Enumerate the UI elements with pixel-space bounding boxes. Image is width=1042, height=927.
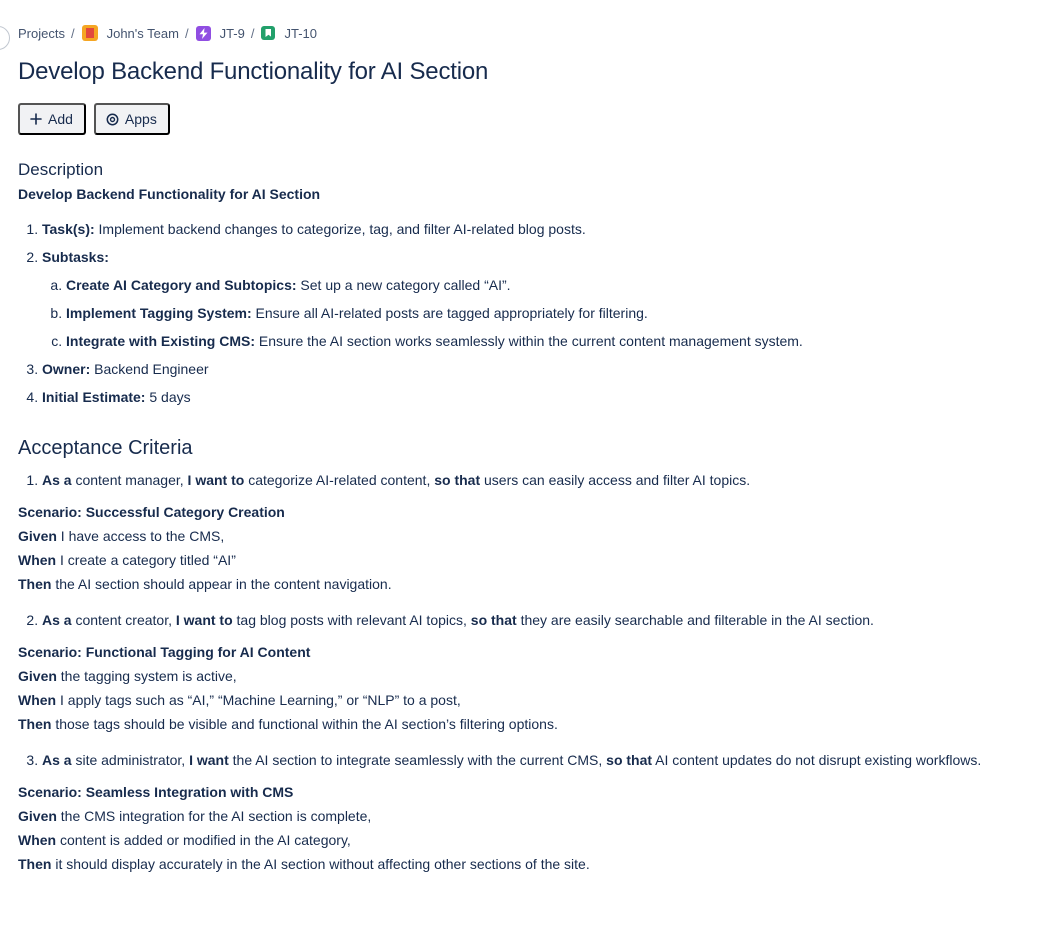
scenario-block: Scenario: Successful Category Creation Given I have access to the CMS, When I create a category titled “AI” Then the AI section should appear in the content navigation. [18, 504, 392, 592]
sidebar-collapse-handle[interactable] [0, 26, 10, 50]
list-item: a. Create AI Category and Subtopics: Set up a new category called “AI”. [66, 273, 1028, 297]
user-story-list [18, 748, 1028, 772]
subtasks-list [42, 273, 1028, 353]
description-subtitle: Develop Backend Functionality for AI Section [18, 186, 321, 202]
user-story: 2. As a content creator, I want to tag blog posts with relevant AI topics, so that they are easily searchable and filterable in the AI section. [42, 608, 1028, 632]
list-item: 3. Owner: Backend Engineer [42, 357, 1028, 381]
list-item: b. Implement Tagging System: Ensure all AI-related posts are tagged appropriately for filtering. [66, 301, 1028, 325]
description-heading: Description [18, 160, 104, 179]
epic-lightning-icon [196, 26, 211, 41]
add-button-label: Add [48, 111, 73, 127]
apps-button[interactable] [94, 103, 170, 135]
scenario-title: Scenario: Functional Tagging for AI Content [18, 644, 311, 660]
user-story-list [18, 468, 1028, 492]
scenario-title: Scenario: Seamless Integration with CMS [18, 784, 294, 800]
scenario-block: Scenario: Seamless Integration with CMS Given the CMS integration for the AI section is complete, When content is added or modified in the AI category, Then it should display accurately in the AI section without affecting other sections of the site. [18, 784, 590, 872]
list-item: 2. Subtasks: a. Create AI Category and Subtopics: Set up a new category called “AI”. b. Implement Tagging System: Ensure all AI-related posts are tagged appropriately for filtering. c. Integrate with Existing CMS: Ensure the AI section works seamlessly within the current content management system. [42, 245, 1028, 353]
description-list [18, 217, 1028, 409]
breadcrumb-team[interactable] [82, 25, 179, 41]
list-item: 1. Task(s): Implement backend changes to categorize, tag, and filter AI-related blog posts. [42, 217, 1028, 241]
breadcrumb-projects[interactable] [18, 26, 65, 41]
breadcrumb-separator: / [250, 25, 255, 41]
breadcrumb-story-label[interactable]: JT-10 [284, 25, 317, 41]
breadcrumb-story[interactable] [261, 26, 317, 41]
issue-actions [18, 103, 170, 135]
scenario-block: Scenario: Functional Tagging for AI Content Given the tagging system is active, When I apply tags such as “AI,” “Machine Learning,” or “NLP” to a post, Then those tags should be visible and functional within the AI section’s filtering options. [18, 644, 558, 732]
scenario-title: Scenario: Successful Category Creation [18, 504, 285, 520]
story-bookmark-icon [261, 26, 275, 40]
acceptance-criteria-heading: Acceptance Criteria [18, 437, 193, 459]
add-button[interactable] [18, 103, 86, 135]
plus-icon [30, 113, 42, 125]
issue-title[interactable]: Develop Backend Functionality for AI Section [18, 58, 489, 85]
breadcrumb-separator: / [184, 25, 189, 41]
breadcrumb-epic[interactable] [196, 26, 245, 41]
team-avatar-icon [82, 25, 98, 41]
issue-body [18, 158, 1028, 876]
breadcrumb-separator: / [70, 25, 75, 41]
list-item: c. Integrate with Existing CMS: Ensure the AI section works seamlessly within the current content management system. [66, 329, 1028, 353]
user-story: 1. As a content manager, I want to categorize AI-related content, so that users can easily access and filter AI topics. [42, 468, 1028, 492]
list-item: 4. Initial Estimate: 5 days [42, 385, 1028, 409]
apps-gear-icon [106, 113, 119, 126]
user-story: 3. As a site administrator, I want the AI section to integrate seamlessly with the current CMS, so that AI content updates do not disrupt existing workflows. [42, 748, 1028, 772]
user-story-list [18, 608, 1028, 632]
apps-button-label: Apps [124, 111, 157, 127]
breadcrumb-projects-label[interactable]: Projects [18, 25, 65, 41]
breadcrumb [18, 24, 317, 42]
description-content[interactable] [18, 182, 1028, 876]
breadcrumb-team-label[interactable]: John's Team [106, 25, 179, 41]
breadcrumb-epic-label[interactable]: JT-9 [219, 25, 245, 41]
